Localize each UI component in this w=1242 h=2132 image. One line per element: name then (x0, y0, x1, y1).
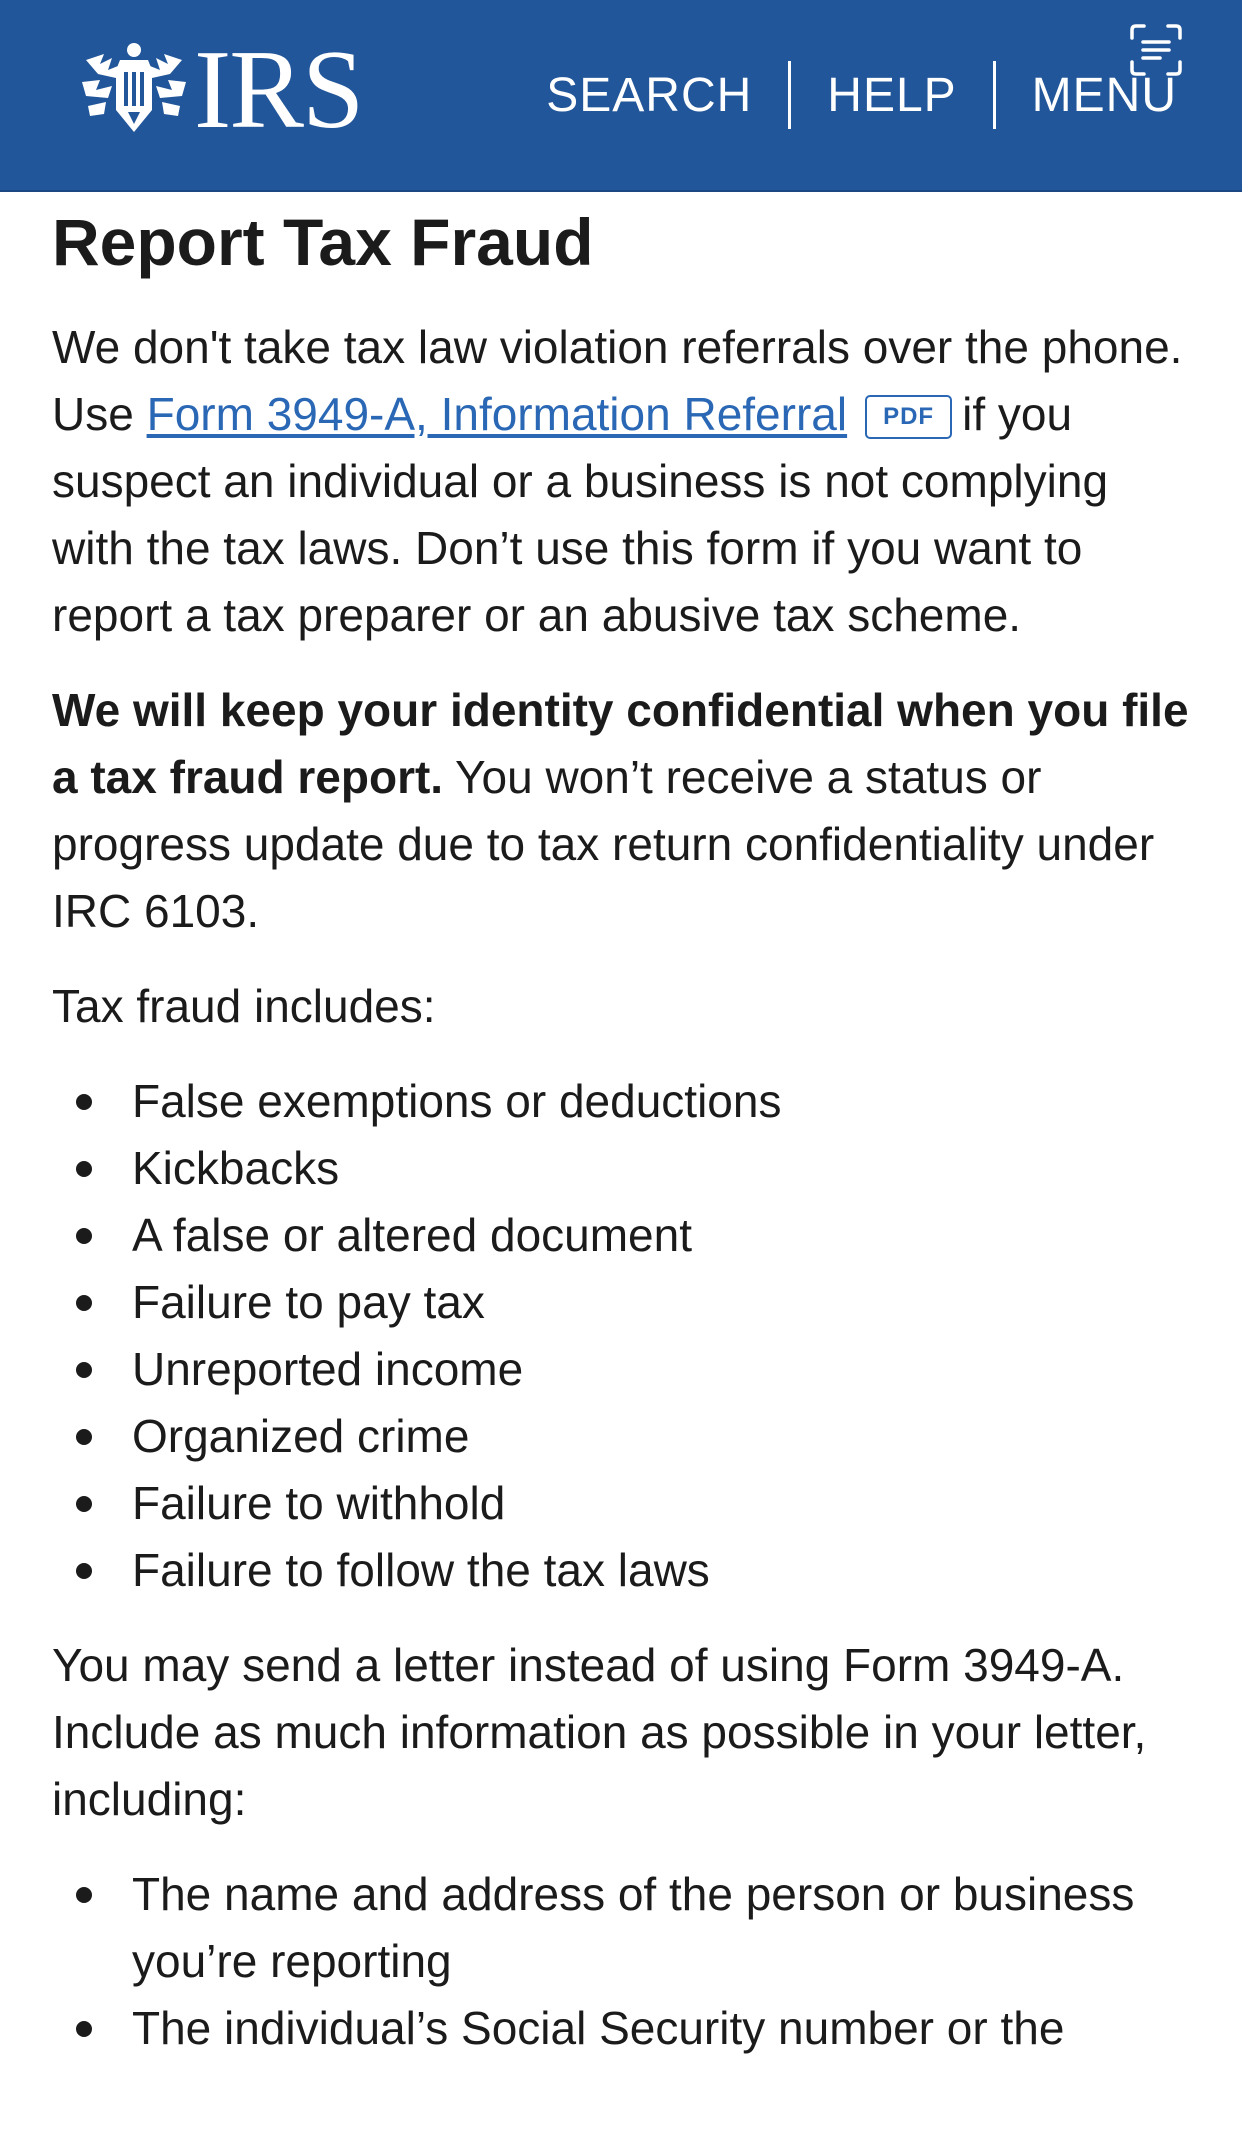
list-item: Failure to follow the tax laws (52, 1537, 1192, 1604)
list-item: The individual’s Social Security number or the (52, 1995, 1192, 2062)
intro-text-after-link: if you suspect an individual or a business is not complying with the tax laws. Don’t use this form if you want to report a tax preparer or an abusive tax scheme. (52, 388, 1109, 641)
letter-items-list (52, 1861, 1192, 2062)
list-item: Kickbacks (52, 1135, 1192, 1202)
main-content (52, 190, 1192, 2090)
header-nav (546, 58, 1177, 132)
form-3949a-link[interactable]: Form 3949-A, Information Referral (146, 388, 848, 440)
irs-logo[interactable] (78, 28, 363, 152)
list-item: Organized crime (52, 1403, 1192, 1470)
confidential-paragraph (52, 677, 1192, 945)
includes-label: Tax fraud includes: (52, 980, 436, 1032)
list-item: The name and address of the person or business you’re reporting (52, 1861, 1192, 1995)
menu-button[interactable]: MENU (1031, 68, 1177, 122)
list-item: Failure to withhold (52, 1470, 1192, 1537)
help-link[interactable]: HELP (827, 68, 957, 122)
page-title: Report Tax Fraud (52, 205, 594, 279)
letter-paragraph: You may send a letter instead of using Form 3949-A. Include as much information as possible in your letter, including: (52, 1639, 1147, 1825)
search-link[interactable]: SEARCH (546, 68, 753, 122)
confidential-bold-text: We will keep your identity confidential when you file a tax fraud report. (52, 684, 1189, 803)
confidential-text: You won’t receive a status or progress update due to tax return confidentiality under IRC 6103. (52, 751, 1155, 937)
list-item: Failure to pay tax (52, 1269, 1192, 1336)
list-item: A false or altered document (52, 1202, 1192, 1269)
list-item: Unreported income (52, 1336, 1192, 1403)
nav-divider (788, 61, 791, 129)
eagle-icon (78, 40, 190, 140)
pdf-badge[interactable]: PDF (865, 395, 952, 439)
list-item: False exemptions or deductions (52, 1068, 1192, 1135)
intro-paragraph (52, 314, 1192, 649)
intro-text-before-link: We don't take tax law violation referrals over the phone. Use (52, 321, 1183, 440)
logo-text: IRS (194, 28, 363, 152)
fraud-types-list (52, 1068, 1192, 1604)
nav-divider (993, 61, 996, 129)
site-header (0, 0, 1242, 190)
